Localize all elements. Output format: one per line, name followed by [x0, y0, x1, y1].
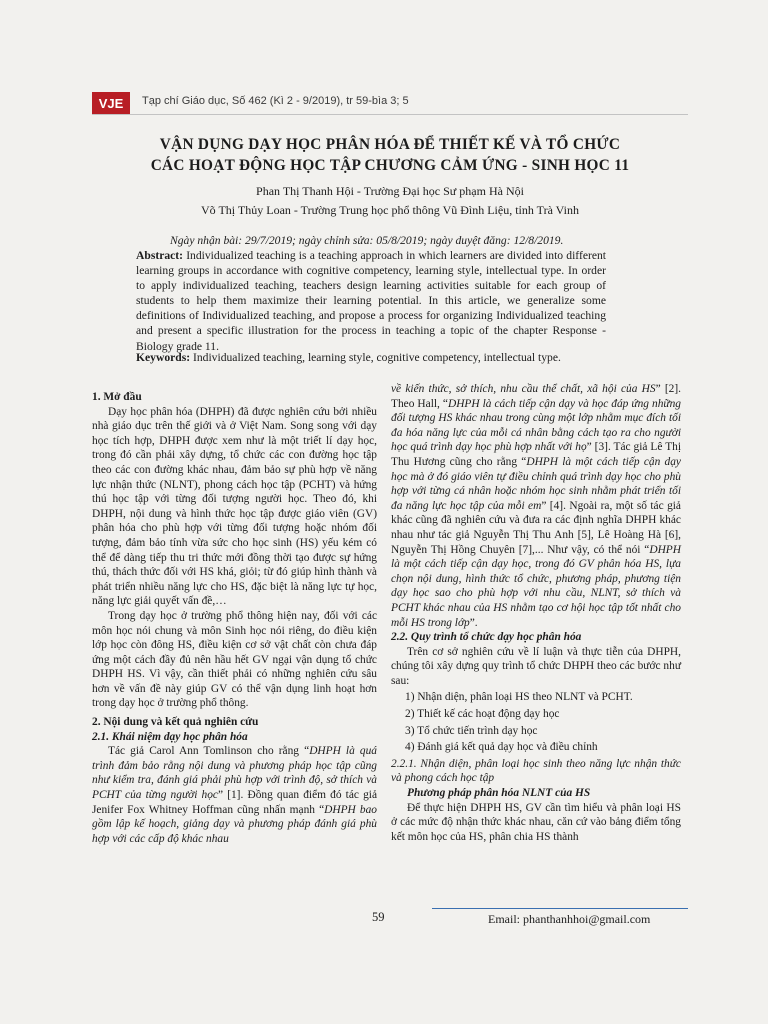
- journal-logo: VJE: [92, 92, 130, 114]
- authors: [100, 182, 680, 220]
- abstract: [136, 248, 606, 354]
- title-line-1: VẬN DỤNG DẠY HỌC PHÂN HÓA ĐỂ THIẾT KẾ VÀ TỔ CHỨC: [159, 136, 621, 153]
- paragraph: Để thực hiện DHPH HS, GV cần tìm hiểu và phân loại HS ở các mức độ nhận thức khác nhau, căn cứ vào bảng điểm tổng kết môn học của HS, phân chia HS thành: [391, 801, 681, 843]
- keywords: [136, 350, 616, 365]
- paragraph-heading: Phương pháp phân hóa NLNT của HS: [407, 787, 591, 800]
- author-1: Phan Thị Thanh Hội - Trường Đại học Sư phạm Hà Nội: [256, 184, 524, 198]
- paragraph: [92, 744, 377, 846]
- subsection-heading: 2.1. Khái niệm dạy học phân hóa: [92, 730, 248, 743]
- list-item: 4) Đánh giá kết quả dạy học và điều chỉnh: [405, 741, 598, 754]
- quote: DHPH bao gồm lập kế hoạch, giảng dạy và phương pháp đánh giá phù hợp với các cấp độ khác nhau: [92, 803, 377, 845]
- text-run: Tác giả Carol Ann Tomlinson cho rằng “: [108, 745, 310, 758]
- author-2: Võ Thị Thủy Loan - Trường Trung học phổ thông Vũ Đình Liệu, tỉnh Trà Vinh: [201, 203, 579, 217]
- article-title: [100, 134, 680, 176]
- left-column: [92, 386, 377, 846]
- list-item: 3) Tổ chức tiến trình dạy học: [405, 724, 538, 737]
- title-line-2: CÁC HOẠT ĐỘNG HỌC TẬP CHƯƠNG CẢM ỨNG - SINH HỌC 11: [150, 157, 630, 174]
- section-heading: 1. Mở đầu: [92, 391, 142, 403]
- abstract-label: Abstract:: [136, 249, 184, 262]
- subsection-heading: 2.2. Quy trình tổ chức dạy học phân hóa: [391, 631, 582, 644]
- keywords-text: Individualized teaching, learning style, cognitive competency, intellectual type.: [190, 351, 561, 364]
- abstract-text: Individualized teaching is a teaching approach in which learners are divided into different learning groups in accordance with cognitive competency, learning style, intellectual type. In order to apply individualized teaching, teachers design learning activities suitable for each group of students to help them maximize their learning potential. In this article, we generalize some definitions of Individualized teaching, and propose a process for organizing Individualized teaching and present a specific illustration for the process in teaching a topic of the chapter Response - Biology grade 11.: [136, 249, 606, 353]
- paragraph: Dạy học phân hóa (DHPH) đã được nghiên cứu bởi nhiều nhà giáo dục trên thế giới và ở Việt Nam. Song song với dạy học tích hợp, DHPH được xem như là một triết lí dạy học, trong đó cần phải xây dựng, tổ chức các con đường học tập theo các con đường khác nhau, đảm bảo sự phù hợp về năng lực nhận thức (NLNT), phong cách học tập (PCHT) và hứng thú học tập với từng đối tượng người học. Theo đó, khi DHPH, nội dung và hình thức học tập được giáo viên (GV) phân hóa cho phù hợp với từng đối tượng hoặc nhóm đối tượng, đảm bảo tính vừa sức cho học sinh (HS) yếu kém có thể để dàng tiếp thu tri thức mới đồng thời tạo được sự hứng thú, thách thức đối với HS khá, giỏi; từ đó giúp hình thành và phát triển nhiều năng lực cho HS, đặc biệt là năng lực tự học, năng lực giải quyết vấn đề,…: [92, 405, 377, 608]
- text-run: ” [1]. Đồng quan điểm đó tác giả Jenifer Fox Whitney Hoffman cũng nhấn mạnh “: [92, 789, 377, 816]
- page-number: 59: [372, 910, 385, 924]
- quote: DHPH là một cách tiếp cận dạy học, trong đó GV phân hóa HS, lựa chọn nội dung, hình thức tổ chức, phương pháp, phương tiện dạy học sao cho phù hợp với nhu cầu, NLNT, sở thích và PCHT khác nhau của HS nhằm tạo cơ hội học tập tốt nhất cho mỗi HS trong lớp: [391, 543, 681, 629]
- quote: về kiến thức, sở thích, nhu cầu thể chất, xã hội của HS: [391, 383, 656, 395]
- text-run: ” [3]. Tác giả Lê Thị Thu Hương cũng cho rằng “: [391, 441, 682, 468]
- keywords-label: Keywords:: [136, 351, 191, 364]
- section-heading: 2. Nội dung và kết quả nghiên cứu: [92, 716, 259, 729]
- paragraph: Trong dạy học ở trường phổ thông hiện nay, đối với các môn học nói chung và môn Sinh học nói riêng, do điều kiện lớp học còn đông HS, điều kiện cơ sở vật chất còn chưa đáp ứng một cách đầy đủ nên hầu hết GV ngại vận dụng tổ chức DHPH HS. Vì vậy, cần thiết phải có những nghiên cứu sâu hơn về vấn đề này giúp GV có thể vận dụng linh hoạt hơn trong dạy học ở trường phổ thông.: [92, 609, 377, 710]
- header-rule: [92, 114, 688, 115]
- journal-citation: Tạp chí Giáo dục, Số 462 (Kì 2 - 9/2019), tr 59-bìa 3; 5: [142, 95, 409, 107]
- subsubsection-heading: 2.2.1. Nhận diện, phân loại học sinh theo năng lực nhận thức và phong cách học tập: [391, 757, 681, 785]
- list-item: 1) Nhận diện, phân loại HS theo NLNT và PCHT.: [405, 691, 633, 704]
- author-email: Email: phanthanhhoi@gmail.com: [488, 912, 651, 926]
- quote: DHPH là cách tiếp cận dạy và học đáp ứng những đối tượng HS khác nhau trong cùng một lớp nhằm mục đích tối đa hóa năng lực của mỗi cá nhân bằng cách tạo ra cho người học quá trình dạy học phù hợp nhất với họ: [391, 397, 682, 454]
- text-run: ” [2]. Theo Hall, “: [391, 383, 681, 410]
- paragraph: Trên cơ sở nghiên cứu về lí luận và thực tiễn của DHPH, chúng tôi xây dựng quy trình tổ chức DHPH theo các bước như sau:: [391, 645, 681, 687]
- text-run: ” [4]. Ngoài ra, một số tác giả khác cũng đã nghiên cứu và đưa ra các định nghĩa DHPH khác nhau như tác giả Nguyễn Thị Thu Anh [5], Lê Hoàng Hà [6], Nguyễn Thị Hồng Chuyên [7],... Như vậy, có thể nói “: [391, 499, 681, 556]
- right-column: [391, 382, 681, 844]
- quote: DHPH là quá trình đảm bảo rằng nội dung và phương pháp học tập cũng như kiểm tra, đánh giá phải phù hợp với trình độ, sở thích và PCHT của từng người học: [92, 745, 377, 802]
- list-item: 2) Thiết kế các hoạt động dạy học: [405, 708, 560, 721]
- footer-rule: [432, 908, 688, 909]
- received-dates: Ngày nhận bài: 29/7/2019; ngày chỉnh sửa: 05/8/2019; ngày duyệt đăng: 12/8/2019.: [170, 234, 564, 247]
- quote: DHPH là một cách tiếp cận dạy học mà ở đó giáo viên tự điều chỉnh quá trình dạy học cho phù hợp với từng cá nhân hoặc nhóm học sinh nhằm phát triển tối đa năng lực học tập của mỗi em: [391, 455, 681, 512]
- paragraph: [391, 382, 681, 630]
- text-run: ”.: [469, 616, 478, 629]
